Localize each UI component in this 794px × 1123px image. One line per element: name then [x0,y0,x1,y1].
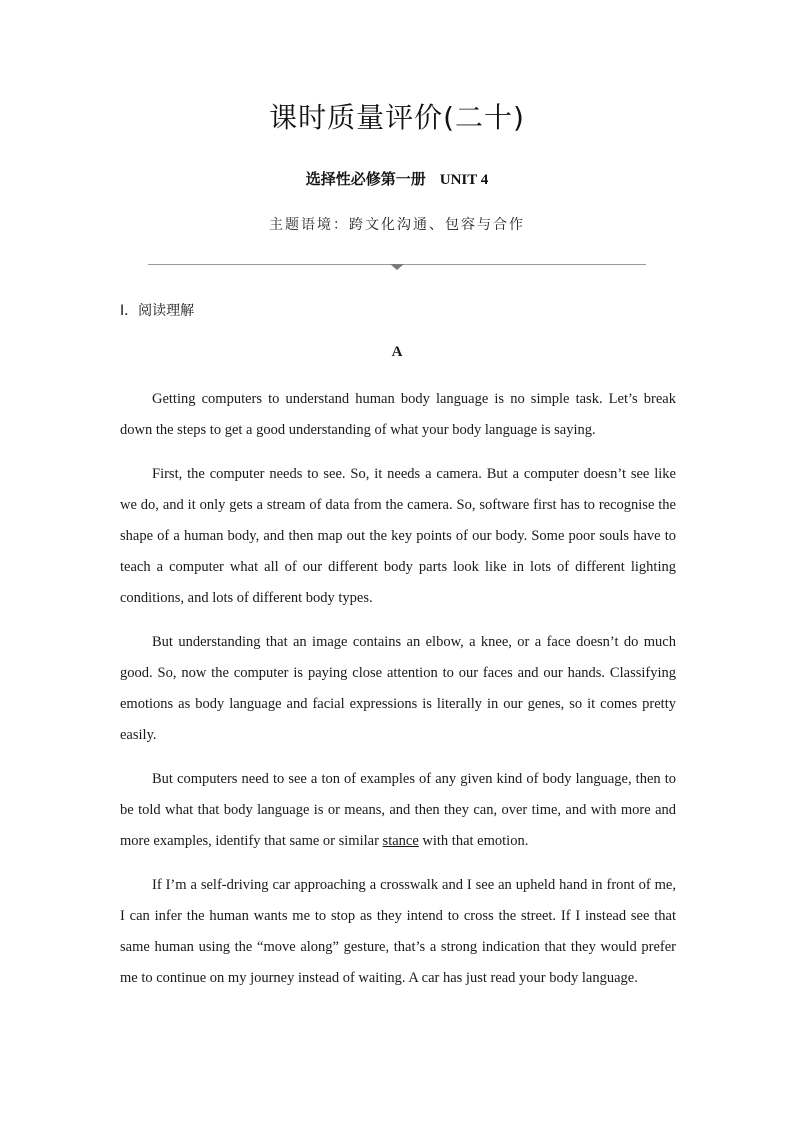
paragraph-4 [120,764,676,857]
section-heading: Ⅰ．阅读理解 [120,303,195,319]
book-subtitle [0,168,794,189]
paragraph-4-start: But computers need to see a ton of examples of any given kind of body language, then to be told what that body language is or means, and then they can, over time, and with more and more examples, identify that same or similar [120,771,676,849]
divider-arrow-icon [390,264,404,270]
page-title: 课时质量评价(二十) [269,101,525,134]
unit-label: UNIT 4 [439,172,489,188]
theme-context: 主题语境：跨文化沟通、包容与合作 [269,217,525,233]
paragraph-5: If I’m a self-driving car approaching a crosswalk and I see an upheld hand in front of me, I can infer the human wants me to stop as they intend to cross the street. If I instead see that same human using the “move along” gesture, that’s a strong indication that they would prefer me to continue on my journey instead of waiting. A car has just read your body language. [120,877,676,986]
paragraph-3: But understanding that an image contains an elbow, a knee, or a face doesn’t do much good. So, now the computer is paying close attention to our faces and our hands. Classifying emotions as body language and facial expressions is literally in our genes, so it comes pretty easily. [120,634,676,743]
paragraph-1: Getting computers to understand human body language is no simple task. Let’s break down the steps to get a good understanding of what your body language is saying. [120,391,676,438]
passage-body [120,384,676,1007]
underlined-word-stance: stance [382,833,419,849]
passage-label: A [391,344,403,360]
paragraph-4-end: with that emotion. [418,833,529,849]
paragraph-2: First, the computer needs to see. So, it needs a camera. But a computer doesn’t see like we do, and it only gets a stream of data from the camera. So, software first has to recognise the shape of a human body, and then map out the key points of our body. Some poor souls have to teach a computer what all of our different body parts look like in lots of different lighting conditions, and lots of different body types. [120,466,676,606]
book-name: 选择性必修第一册 [305,170,426,188]
